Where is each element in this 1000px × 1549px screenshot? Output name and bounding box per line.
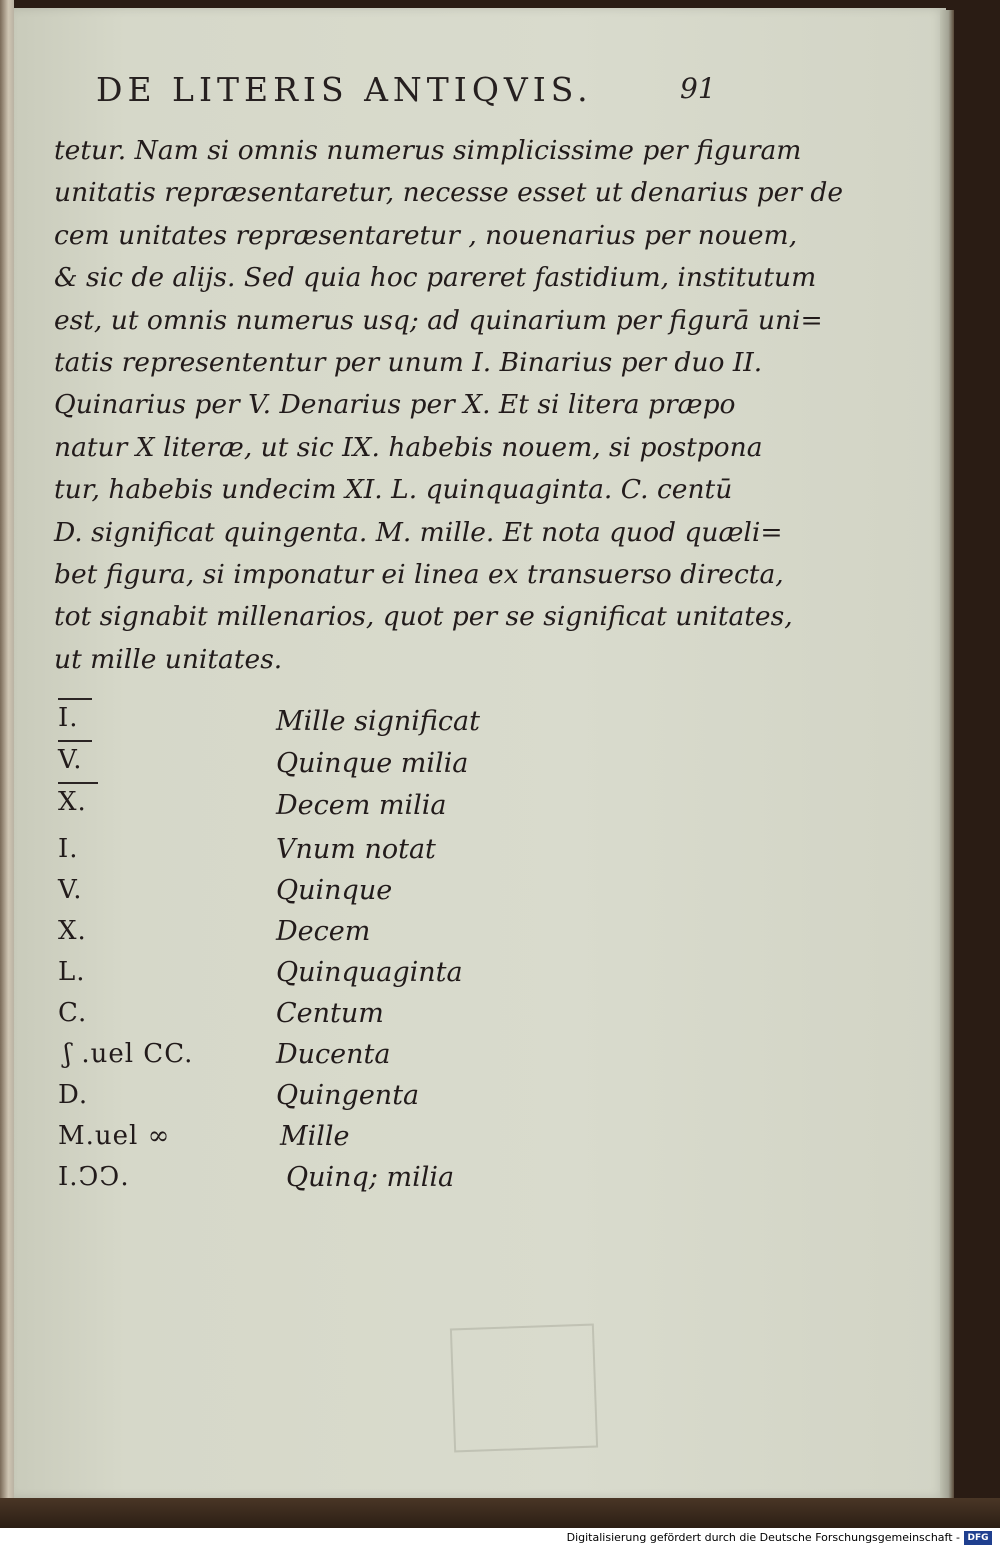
numeral-text: V. [58,745,83,775]
text-line: tot signabit millenarios, quot per se significat unitates, [54,601,793,633]
text-line: cem unitates repræsentaretur , nouenarius per nouem, [54,219,798,251]
numeral: C. [58,998,88,1028]
numeral [58,698,92,733]
numeral-row [58,1039,658,1079]
numeral-row [58,875,658,915]
numeral-meaning: Quinquaginta [276,957,463,988]
text-line: D. significat quingenta. M. mille. Et nota quod quæli= [54,516,783,548]
numeral-text: I. [58,703,79,733]
overline-bar [58,740,92,742]
numeral-row [58,957,658,997]
numeral-row [58,1080,658,1120]
numeral: D. [58,1080,89,1110]
footer-bar [0,1528,1000,1549]
numeral-meaning: Vnum notat [276,834,436,865]
page-edge [940,10,954,1498]
numeral-meaning: Mille significat [276,706,480,737]
numeral-meaning: Decem milia [276,790,447,821]
text-line: Quinarius per V. Denarius per X. Et si litera præpo [54,389,736,421]
numeral-meaning: Quinque milia [276,748,469,779]
text-line: tetur. Nam si omnis numerus simplicissime per figuram [54,135,802,166]
dfg-logo: DFG [964,1531,992,1545]
numeral: V. [58,875,83,905]
library-stamp-ghost [450,1324,598,1453]
numeral-row [58,698,658,738]
numeral-row [58,916,658,956]
book-gutter [0,0,14,1528]
text-line: ut mille unitates. [54,643,283,675]
numeral-text: X. [58,787,87,817]
running-head: DE LITERIS ANTIQVIS. [96,70,593,109]
numeral-meaning: Decem [276,916,371,947]
text-line: tatis represententur per unum I. Binarius per duo II. [54,346,763,378]
text-line: bet figura, si imponatur ei linea ex transuerso directa, [54,558,784,590]
numeral: L. [58,957,86,987]
funding-credit: Digitalisierung gefördert durch die Deutsche Forschungsgemeinschaft - [566,1531,960,1544]
numeral: I.ↃↃ. [58,1162,130,1192]
text-line: natur X literæ, ut sic IX. habebis nouem, si postpona [54,431,763,463]
overline-bar [58,698,92,700]
text-line: & sic de alijs. Sed quia hoc pareret fastidium, institutum [54,262,817,294]
body-paragraph [54,130,844,681]
numeral-meaning: Quinque [276,875,393,906]
numeral [58,740,92,775]
overline-bar [58,782,98,784]
text-line: unitatis repræsentaretur, necesse esset ut denarius per de [54,177,844,209]
numeral-meaning: Quingenta [276,1080,420,1111]
numeral-row [58,740,658,780]
numeral: ʃ .uel CC. [64,1039,194,1069]
numeral-meaning: Ducenta [276,1039,391,1070]
numeral-row [58,834,658,874]
numeral: X. [58,916,87,946]
page-number: 91 [680,72,716,105]
numeral-meaning: Mille [280,1121,350,1152]
numeral-meaning: Centum [276,998,384,1029]
numeral-meaning: Quinq; milia [286,1162,455,1193]
numeral-row [58,1121,658,1161]
numeral-row [58,1162,658,1202]
numeral [58,782,98,817]
text-line: est, ut omnis numerus usq; ad quinarium per figurā uni= [54,304,823,336]
numeral-row [58,998,658,1038]
text-line: tur, habebis undecim XI. L. quinquaginta. C. centū [54,474,733,506]
numeral-row [58,782,658,822]
numeral: M.uel ∞ [58,1121,171,1151]
book-binding-bottom [0,1498,1000,1528]
numeral: I. [58,834,79,864]
